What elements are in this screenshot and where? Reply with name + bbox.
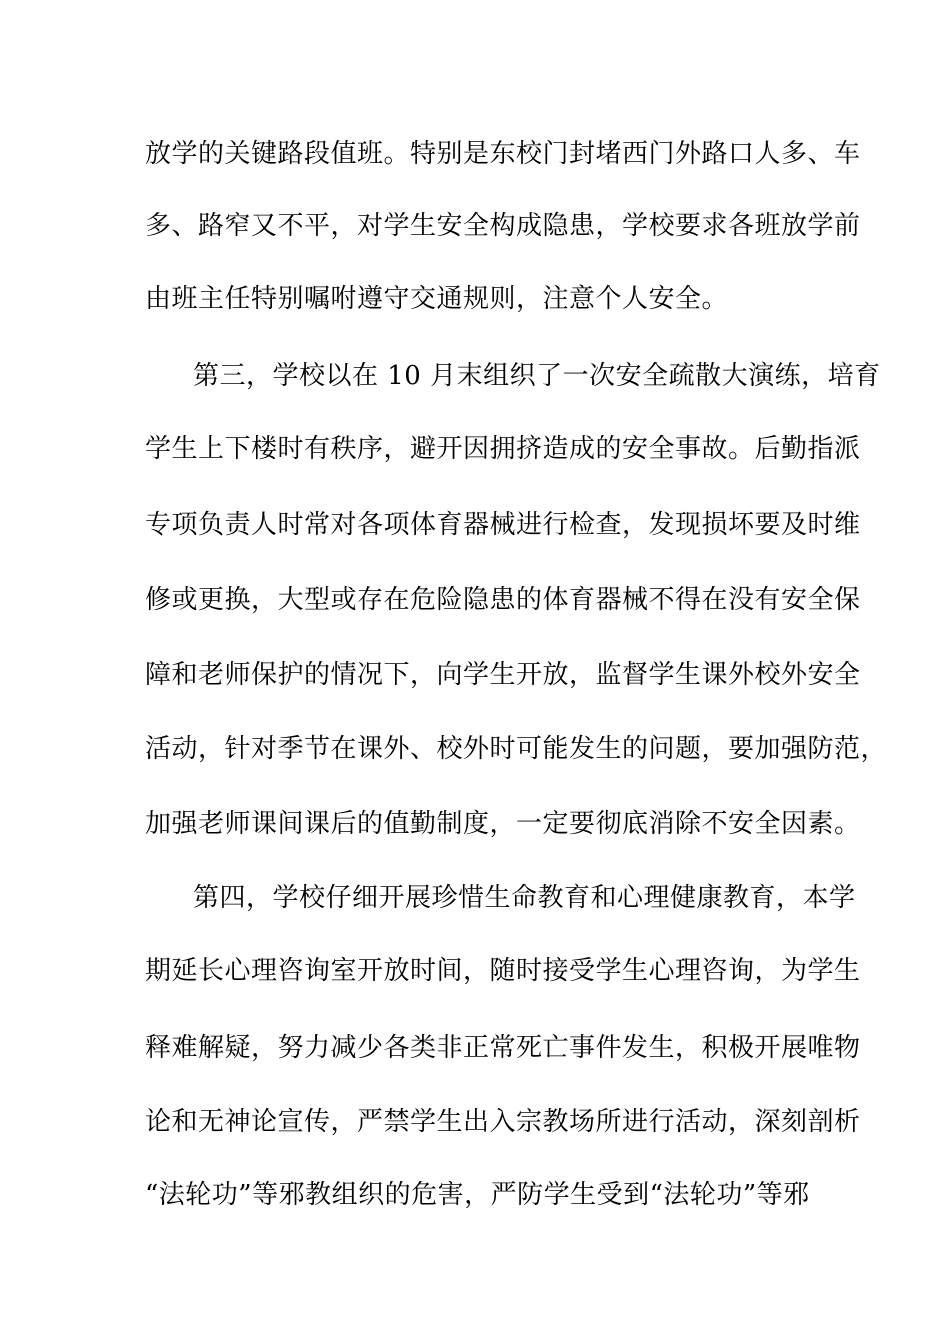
text-line: 障和老师保护的情况下，向学生开放，监督学生课外校外安全 xyxy=(145,660,861,690)
text-line: 修或更换，大型或存在危险隐患的体育器械不得在没有安全保 xyxy=(145,585,861,615)
text-line: 专项负责人时常对各项体育器械进行检查，发现损坏要及时维 xyxy=(145,510,861,540)
paragraph-first-line: 第四，学校仔细开展珍惜生命教育和心理健康教育，本学 xyxy=(193,883,856,913)
text-line: 活动，针对季节在课外、校外时可能发生的问题，要加强防范， xyxy=(145,734,888,764)
text-line: 论和无神论宣传，严禁学生出入宗教场所进行活动，深刻剖析 xyxy=(145,1107,861,1137)
paragraph-first-line: 第三，学校以在 10 月末组织了一次安全疏散大演练，培育 xyxy=(193,361,881,391)
text-line: 学生上下楼时有秩序，避开因拥挤造成的安全事故。后勤指派 xyxy=(145,434,861,464)
text-line: 由班主任特别嘱咐遵守交通规则，注意个人安全。 xyxy=(145,284,729,314)
text-line: 期延长心理咨询室开放时间，随时接受学生心理咨询，为学生 xyxy=(145,956,861,986)
text-line: 加强老师课间课后的值勤制度，一定要彻底消除不安全因素。 xyxy=(145,809,861,839)
text-line: 释难解疑，努力减少各类非正常死亡事件发生，积极开展唯物 xyxy=(145,1033,861,1063)
text-line: 放学的关键路段值班。特别是东校门封堵西门外路口人多、车 xyxy=(145,139,861,169)
text-line: “法轮功”等邪教组织的危害，严防学生受到“法轮功”等邪 xyxy=(145,1180,810,1210)
text-line: 多、路窄又不平，对学生安全构成隐患，学校要求各班放学前 xyxy=(145,211,861,241)
